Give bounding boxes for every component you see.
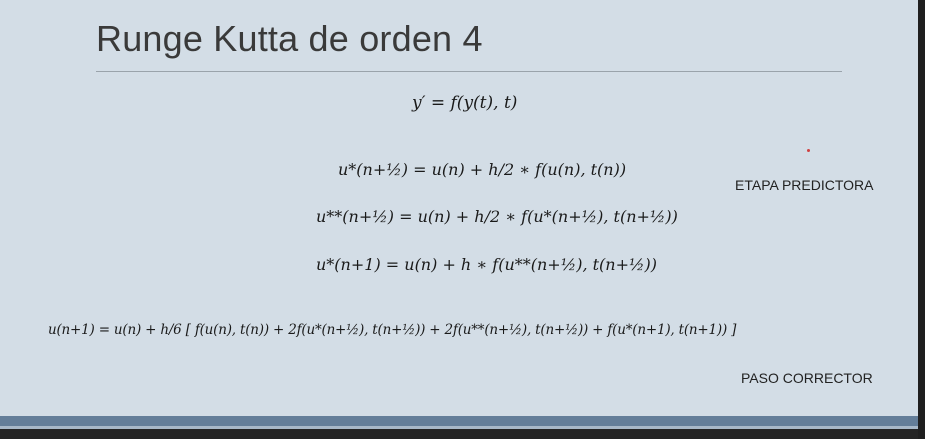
predictor-equation-2: u**(n+½) = u(n) + h/2 ∗ f(u*(n+½), t(n+½)): [316, 207, 678, 226]
predictor-equation-1: u*(n+½) = u(n) + h/2 ∗ f(u(n), t(n)): [338, 160, 627, 179]
predictor-label: ETAPA PREDICTORA: [735, 177, 874, 193]
slide-title: Runge Kutta de orden 4: [96, 18, 483, 59]
ode-equation: y′ = f(y(t), t): [412, 93, 518, 113]
predictor-equation-3: u*(n+1) = u(n) + h ∗ f(u**(n+½), t(n+½)): [316, 255, 657, 274]
window-bottom-edge: [0, 429, 925, 439]
corrector-equation: u(n+1) = u(n) + h/6 [ f(u(n), t(n)) + 2f(u*(n+½), t(n+½)) + 2f(u**(n+½), t(n+½)) + f(u*(n+1), t(n+1)) ]: [48, 322, 737, 338]
laser-pointer-dot: [807, 149, 810, 152]
title-divider: [96, 71, 842, 72]
corrector-label: PASO CORRECTOR: [741, 370, 873, 386]
window-right-edge: [918, 0, 925, 439]
footer-bar: [0, 416, 920, 426]
